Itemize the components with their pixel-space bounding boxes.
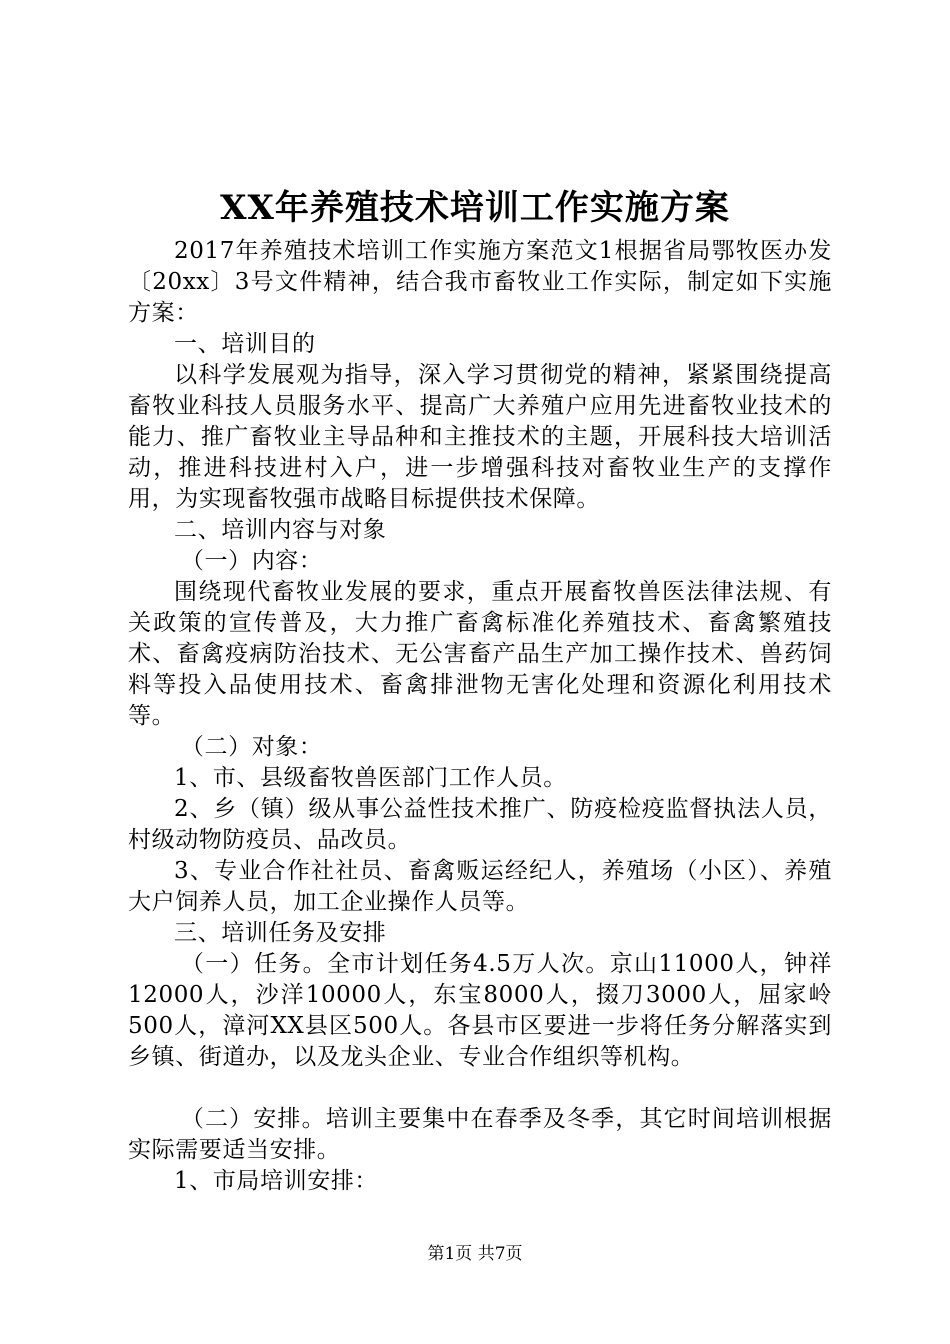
document-title: XX年养殖技术培训工作实施方案	[220, 188, 730, 228]
paragraph-content: 围绕现代畜牧业发展的要求，重点开展畜牧兽医法律法规、有关政策的宣传普及，大力推广畜禽标准化养殖技术、畜禽繁殖技术、畜禽疫病防治技术、无公害畜产品生产加工操作技术、兽药饲料等投入品使用技术、畜禽排泄物无害化处理和资源化利用技术等。	[128, 579, 832, 729]
subheading-targets: （二）对象：	[180, 734, 323, 760]
paragraph-intro: 2017年养殖技术培训工作实施方案范文1根据省局鄂牧医办发〔20xx〕3号文件精神，结合我市畜牧业工作实际，制定如下实施方案：	[128, 238, 832, 326]
list-item-target-3: 3、专业合作社社员、畜禽贩运经纪人，养殖场（小区）、养殖大户饲养人员，加工企业操作人员等。	[128, 858, 832, 915]
heading-content-and-targets: 二、培训内容与对象	[174, 517, 387, 543]
list-item-city-bureau-arrangement: 1、市局培训安排：	[174, 1168, 379, 1194]
document-body	[128, 236, 832, 1197]
list-item-target-2: 2、乡（镇）级从事公益性技术推广、防疫检疫监督执法人员，村级动物防疫员、品改员。	[128, 796, 832, 853]
page-number-footer: 第1页 共7页	[427, 1244, 523, 1264]
paragraph-arrangement: （二）安排。培训主要集中在春季及冬季，其它时间培训根据实际需要适当安排。	[128, 1106, 832, 1163]
heading-tasks-and-arrangement: 三、培训任务及安排	[174, 920, 387, 946]
heading-training-purpose: 一、培训目的	[174, 331, 316, 357]
paragraph-tasks: （一）任务。全市计划任务4.5万人次。京山11000人，钟祥12000人，沙洋10000人，东宝8000人，掇刀3000人，屈家岭500人，漳河XX县区500人。各县市区要进一步将任务分解落实到乡镇、街道办，以及龙头企业、专业合作组织等机构。	[128, 951, 832, 1070]
list-item-target-1: 1、市、县级畜牧兽医部门工作人员。	[174, 765, 567, 791]
subheading-content: （一）内容：	[180, 548, 323, 574]
paragraph-purpose: 以科学发展观为指导，深入学习贯彻党的精神，紧紧围绕提高畜牧业科技人员服务水平、提高广大养殖户应用先进畜牧业技术的能力、推广畜牧业主导品种和主推技术的主题，开展科技大培训活动，推进科技进村入户，进一步增强科技对畜牧业生产的支撑作用，为实现畜牧强市战略目标提供技术保障。	[128, 362, 832, 512]
